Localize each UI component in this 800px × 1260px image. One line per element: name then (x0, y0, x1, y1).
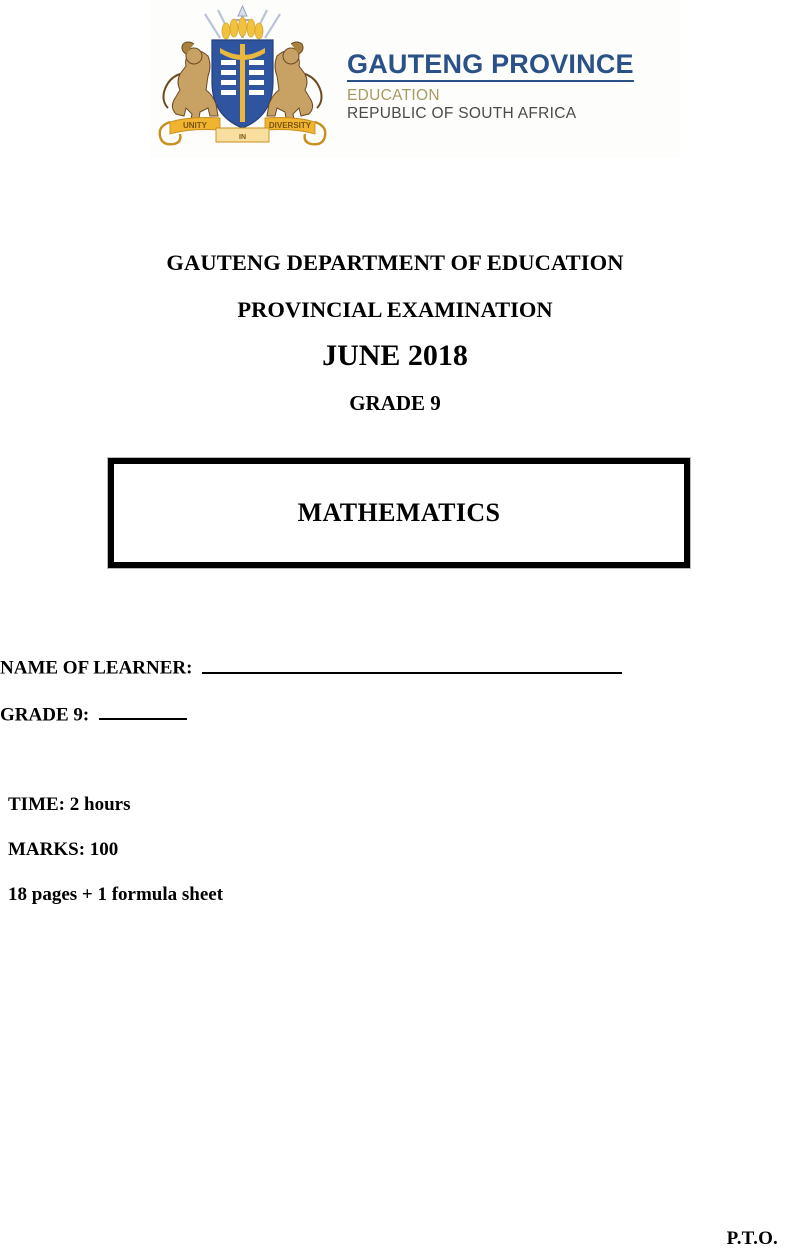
heading-department: GAUTENG DEPARTMENT OF EDUCATION (166, 250, 624, 275)
subject-box-inner-border (113, 463, 685, 563)
exam-marks: MARKS: 100 (8, 839, 119, 860)
letterhead-logotype (347, 36, 634, 123)
heading-grade: GRADE 9 (349, 391, 441, 415)
learner-details-block (0, 658, 780, 724)
grade-label: GRADE 9: (0, 704, 90, 726)
province-name: GAUTENG PROVINCE (347, 50, 634, 82)
pto-footer: P.T.O. (726, 1228, 778, 1249)
name-of-learner-input[interactable] (202, 658, 622, 674)
motto-left-text: UNITY (183, 121, 207, 130)
letterhead-banner (150, 0, 680, 158)
grade-input[interactable] (99, 705, 187, 721)
motto-center-text: IN (239, 134, 246, 141)
exam-heading-block (0, 252, 790, 414)
subject-box (108, 458, 690, 568)
subject-name: MATHEMATICS (297, 498, 501, 527)
country-name: REPUBLIC OF SOUTH AFRICA (347, 104, 577, 122)
motto-right-text: DIVERSITY (268, 121, 312, 130)
name-of-learner-row (0, 658, 780, 678)
heading-exam-date: JUNE 2018 (322, 339, 468, 372)
department-name: EDUCATION (347, 86, 440, 104)
exam-page-count: 18 pages + 1 formula sheet (8, 884, 224, 905)
exam-time: TIME: 2 hours (8, 794, 131, 815)
name-of-learner-label: NAME OF LEARNER: (0, 657, 193, 679)
heading-examination: PROVINCIAL EXAMINATION (237, 296, 553, 322)
grade-row (0, 705, 780, 725)
coat-of-arms-icon (150, 4, 335, 154)
exam-meta-block (8, 795, 508, 904)
